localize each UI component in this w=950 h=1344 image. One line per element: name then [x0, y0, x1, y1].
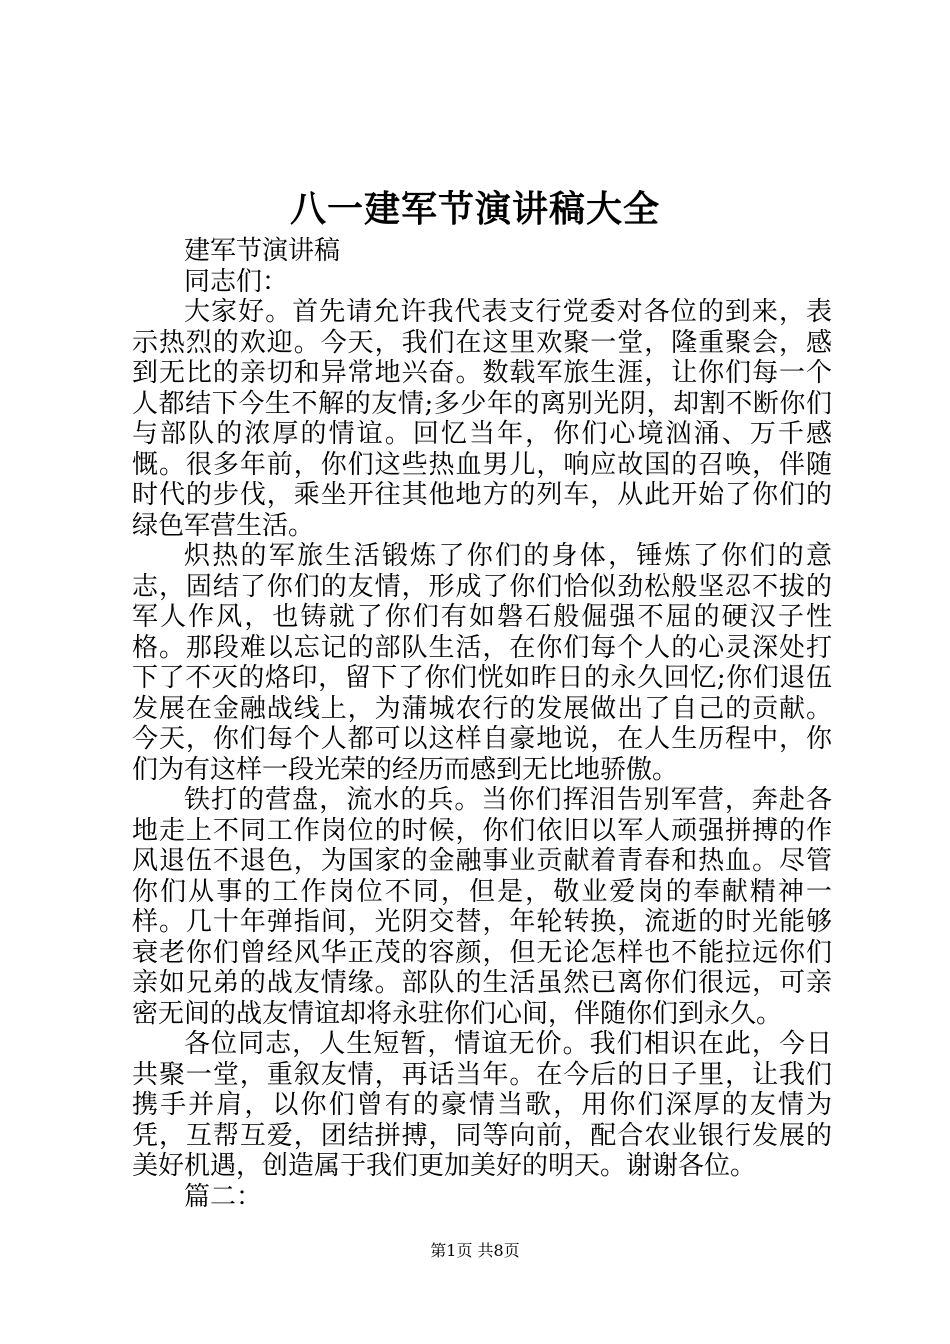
paragraph-1: 大家好。首先请允许我代表支行党委对各位的到来，表示热烈的欢迎。今天，我们在这里欢聚一堂，隆重聚会，感到无比的亲切和异常地兴奋。数载军旅生涯，让你们每一个人都结下今生不解的友情;多少年的离别光阴，却割不断你们与部队的浓厚的情谊。回忆当年，你们心境汹涌、万千感慨。很多年前，你们这些热血男儿，响应故国的召唤，伴随时代的步伐，乘坐开往其他地方的列车，从此开始了你们的绿色军营生活。 — [132, 297, 832, 541]
paragraph-3: 铁打的营盘，流水的兵。当你们挥泪告别军营，奔赴各地走上不同工作岗位的时候，你们依旧以军人顽强拼搏的作风退伍不退色，为国家的金融事业贡献着青春和热血。尽管你们从事的工作岗位不同，但是，敬业爱岗的奉献精神一样。几十年弹指间，光阴交替，年轮转换，流逝的时光能够衰老你们曾经风华正茂的容颜，但无论怎样也不能拉远你们亲如兄弟的战友情缘。部队的生活虽然已离你们很远，可亲密无间的战友情谊却将永驻你们心间，伴随你们到永久。 — [132, 785, 832, 1029]
page-footer: 第1页 共8页 — [430, 1241, 520, 1260]
paragraph-subtitle: 建军节演讲稿 — [184, 236, 341, 266]
paragraph-2: 炽热的军旅生活锻炼了你们的身体，锤炼了你们的意志，固结了你们的友情，形成了你们恰似劲松般坚忍不拔的军人作风，也铸就了你们有如磐石般倔强不屈的硬汉子性格。那段难以忘记的部队生活，在你们每个人的心灵深处打下了不灭的烙印，留下了你们恍如昨日的永久回忆;你们退伍发展在金融战线上，为蒲城农行的发展做出了自己的贡献。今天，你们每个人都可以这样自豪地说，在人生历程中，你们为有这样一段光荣的经历而感到无比地骄傲。 — [132, 541, 832, 785]
paragraph-section-heading: 篇二： — [184, 1181, 263, 1212]
document-title: 八一建军节演讲稿大全 — [289, 188, 660, 230]
document-body — [132, 236, 832, 1212]
paragraph-salutation: 同志们： — [184, 266, 289, 297]
paragraph-4: 各位同志，人生短暂，情谊无价。我们相识在此，今日共聚一堂，重叙友情，再话当年。在今后的日子里，让我们携手并肩，以你们曾有的豪情当歌，用你们深厚的友情为凭，互帮互爱，团结拼搏，同等向前，配合农业银行发展的美好机遇，创造属于我们更加美好的明天。谢谢各位。 — [132, 1029, 832, 1181]
